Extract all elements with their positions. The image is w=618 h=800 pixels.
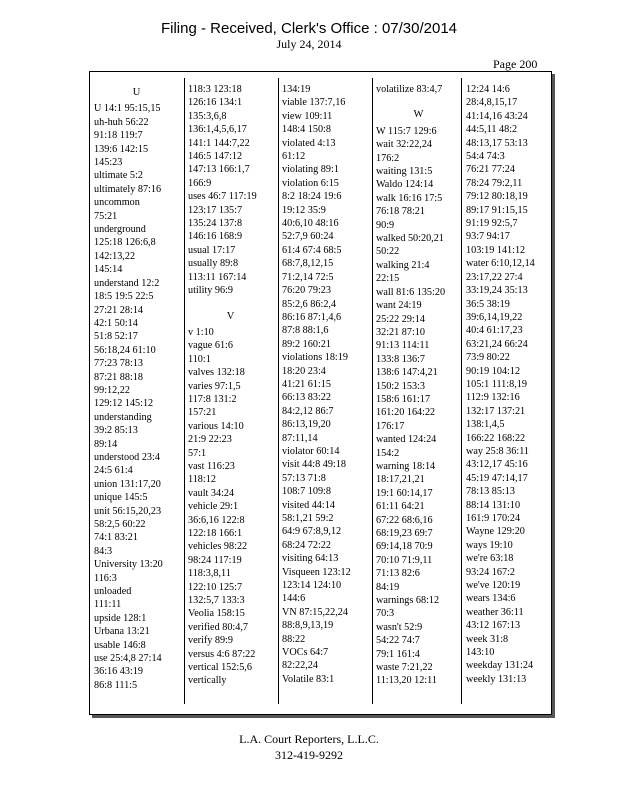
index-entry: 144:6 — [282, 593, 306, 605]
index-entry: viable 137:7,16 — [282, 97, 346, 109]
index-entry: 39:6,14,19,22 — [466, 311, 523, 323]
index-entry: 18:5 19:5 22:5 — [94, 291, 154, 303]
index-entry: verified 80:4,7 — [188, 621, 248, 633]
index-entry: University 13:20 — [94, 559, 163, 571]
index-entry: way 25:8 36:11 — [466, 445, 530, 457]
index-entry: wanted 124:24 — [376, 434, 437, 446]
index-entry: 28:4,8,15,17 — [466, 97, 518, 109]
index-entry: volatilize 83:4,7 — [376, 84, 443, 95]
index-entry: 88:14 131:10 — [466, 499, 521, 511]
index-entry: uncommon — [94, 197, 140, 209]
transcript-date: July 24, 2014 — [276, 37, 342, 51]
index-entry: 82:22,24 — [282, 660, 318, 672]
index-entry: 76:21 77:24 — [466, 164, 515, 176]
column-divider — [461, 78, 462, 704]
index-entry: 108:7 109:8 — [282, 486, 331, 498]
index-entry: 51:8 52:17 — [94, 331, 138, 343]
index-entry: 85:2,6 86:2,4 — [282, 298, 337, 310]
filing-stamp: Filing - Received, Clerk's Office : 07/30/2014 — [160, 20, 458, 37]
index-entry: 88:22 — [282, 633, 306, 645]
index-entry: 84:19 — [376, 581, 400, 593]
index-entry: 40:6,10 48:16 — [282, 218, 339, 230]
index-entry: 132:5,7 133:3 — [188, 595, 245, 607]
index-entry: violation 6:15 — [282, 177, 339, 189]
index-entry: 36:5 38:19 — [466, 298, 510, 310]
index-entry: 73:9 80:22 — [466, 352, 510, 364]
index-entry: VN 87:15,22,24 — [282, 606, 348, 618]
index-entry: 61:4 67:4 68:5 — [282, 244, 342, 256]
index-entry: versus 4:6 87:22 — [188, 648, 256, 660]
index-entry: warning 18:14 — [376, 460, 436, 472]
index-entry: 39:2 85:13 — [94, 425, 138, 437]
column-divider — [184, 78, 185, 704]
index-entry: 24:5 61:4 — [94, 465, 133, 477]
index-entry: 141:1 144:7,22 — [188, 137, 250, 149]
index-entry: Volatile 83:1 — [282, 673, 335, 685]
index-column-5 — [466, 83, 551, 686]
index-entry: vast 116:23 — [188, 460, 235, 472]
index-entry: 75:21 — [94, 210, 118, 222]
index-entry: upside 128:1 — [94, 612, 147, 624]
index-entry: 84:3 — [94, 545, 113, 557]
index-entry: 8:2 18:24 19:6 — [282, 191, 342, 203]
section-letter: U — [132, 87, 141, 98]
index-entry: 79:12 80:18,19 — [466, 191, 528, 203]
index-entry: usable 146:8 — [94, 639, 146, 651]
index-entry: 139:6 142:15 — [94, 143, 149, 155]
index-entry: 132:17 137:21 — [466, 405, 526, 417]
index-entry: weekday 131:24 — [466, 660, 534, 672]
index-entry: wall 81:6 135:20 — [376, 286, 446, 298]
index-entry: 57:13 71:8 — [282, 472, 326, 484]
index-entry: valves 132:18 — [188, 367, 245, 379]
index-entry: weekly 131:13 — [466, 673, 527, 685]
index-entry: warnings 68:12 — [376, 595, 440, 607]
index-entry: 57:1 — [188, 447, 207, 459]
index-entry: Visqueen 123:12 — [282, 566, 351, 578]
index-entry: 87:11,14 — [282, 432, 318, 444]
index-entry: vault 34:24 — [188, 487, 235, 499]
index-entry: 40:4 61:17,23 — [466, 325, 523, 337]
index-entry: 118:3,8,11 — [188, 568, 231, 580]
index-entry: 43:12,17 45:16 — [466, 459, 528, 471]
section-letter: W — [413, 109, 424, 121]
index-entry: utility 96:9 — [188, 285, 233, 297]
index-entry: violated 4:13 — [282, 137, 336, 149]
index-entry: usual 17:17 — [188, 244, 236, 256]
index-column-3 — [282, 83, 367, 686]
index-entry: 54:4 74:3 — [466, 151, 505, 163]
index-entry: 89:14 — [94, 438, 118, 450]
index-entry: 52:7,9 60:24 — [282, 231, 334, 243]
index-entry: 133:8 136:7 — [376, 353, 425, 365]
index-entry: 90:9 — [376, 219, 395, 231]
index-entry: 70:10 71:9,11 — [376, 554, 433, 566]
index-entry: 79:1 161:4 — [376, 648, 420, 660]
index-entry: 61:12 — [282, 151, 306, 163]
index-entry: uh-huh 56:22 — [94, 116, 149, 128]
index-entry: 146:5 147:12 — [188, 151, 243, 163]
index-entry: violations 18:19 — [282, 352, 348, 364]
index-entry: 71:2,14 72:5 — [282, 271, 334, 283]
index-entry: we've 120:19 — [466, 580, 521, 592]
index-entry: 68:24 72:22 — [282, 539, 331, 551]
index-entry: 48:13,17 53:13 — [466, 137, 528, 149]
index-entry: 70:3 — [376, 608, 395, 620]
index-entry: 84:2,12 86:7 — [282, 405, 334, 417]
index-entry: 122:10 125:7 — [188, 581, 243, 593]
index-entry: 50:22 — [376, 246, 400, 258]
index-entry: 56:18,24 61:10 — [94, 344, 156, 356]
index-entry: varies 97:1,5 — [188, 380, 241, 392]
index-entry: 67:22 68:6,16 — [376, 514, 433, 526]
index-box — [89, 71, 552, 715]
index-entry: 166:22 168:22 — [466, 432, 526, 444]
index-entry: 145:23 — [94, 157, 123, 169]
index-entry: Veolia 158:15 — [188, 608, 245, 620]
index-entry: 45:19 47:14,17 — [466, 472, 528, 484]
index-entry: 99:12,22 — [94, 384, 130, 396]
index-entry: use 25:4,8 27:14 — [94, 653, 162, 665]
index-entry: understanding — [94, 411, 152, 423]
index-entry: 42:1 50:14 — [94, 317, 138, 329]
index-entry: verify 89:9 — [188, 635, 233, 647]
index-entry: violating 89:1 — [282, 164, 339, 176]
index-entry: 74:1 83:21 — [94, 532, 138, 544]
index-entry: 134:19 — [282, 84, 311, 95]
index-entry: 98:24 117:19 — [188, 554, 242, 566]
index-entry: water 6:10,12,14 — [466, 258, 535, 270]
index-entry: 86:8 111:5 — [94, 679, 138, 691]
index-entry: visiting 64:13 — [282, 553, 339, 565]
index-entry: 147:13 166:1,7 — [188, 164, 250, 176]
index-entry: ultimately 87:16 — [94, 183, 162, 195]
index-entry: 113:11 167:14 — [188, 271, 247, 283]
index-entry: 157:21 — [188, 407, 217, 419]
index-entry: Wayne 129:20 — [466, 526, 525, 538]
column-divider — [278, 78, 279, 704]
reporter-company: L.A. Court Reporters, L.L.C. — [239, 732, 379, 746]
index-entry: 142:13,22 — [94, 250, 136, 262]
index-entry: 145:14 — [94, 264, 123, 276]
index-entry: 87:8 88:1,6 — [282, 325, 329, 337]
index-entry: 90:19 104:12 — [466, 365, 521, 377]
index-entry: waste 7:21,22 — [376, 662, 433, 674]
index-entry: 123:14 124:10 — [282, 580, 342, 592]
index-entry: 36:6,16 122:8 — [188, 514, 245, 526]
index-entry: weather 36:11 — [466, 606, 524, 618]
index-entry: 150:2 153:3 — [376, 380, 425, 392]
index-entry: 25:22 29:14 — [376, 313, 425, 325]
index-entry: 77:23 78:13 — [94, 358, 143, 370]
index-entry: 23:17,22 27:4 — [466, 271, 523, 283]
index-entry: 161:20 164:22 — [376, 407, 436, 419]
index-entry: walk 16:16 17:5 — [376, 192, 443, 204]
index-entry: 93:7 94:17 — [466, 231, 510, 243]
index-entry: Urbana 13:21 — [94, 626, 150, 638]
reporter-phone: 312-419-9292 — [275, 748, 343, 762]
index-entry: 154:2 — [376, 447, 400, 459]
index-entry: want 24:19 — [376, 300, 422, 312]
index-entry: 61:11 64:21 — [376, 501, 425, 513]
index-entry: 33:19,24 35:13 — [466, 285, 528, 297]
index-entry: 176:17 — [376, 420, 405, 432]
index-entry: 129:12 145:12 — [94, 398, 154, 410]
index-entry: usually 89:8 — [188, 258, 239, 270]
index-entry: 66:13 83:22 — [282, 392, 331, 404]
index-entry: 21:9 22:23 — [188, 434, 232, 446]
index-entry: unique 145:5 — [94, 492, 148, 504]
index-entry: 112:9 132:16 — [466, 392, 520, 404]
index-entry: 148:4 150:8 — [282, 124, 331, 136]
index-column-4 — [376, 83, 461, 688]
index-entry: 138:6 147:4,21 — [376, 367, 438, 379]
index-entry: 118:12 — [188, 474, 216, 486]
index-entry: vertical 152:5,6 — [188, 662, 252, 674]
index-entry: ultimate 5:2 — [94, 170, 143, 182]
index-entry: 103:19 141:12 — [466, 244, 526, 256]
index-entry: 19:12 35:9 — [282, 204, 326, 216]
index-entry: 12:24 14:6 — [466, 84, 510, 95]
index-entry: 135:3,6,8 — [188, 110, 227, 122]
section-gap — [376, 96, 461, 105]
index-entry: 118:3 123:18 — [188, 84, 242, 95]
index-entry: 64:9 67:8,9,12 — [282, 526, 342, 538]
index-entry: 91:19 92:5,7 — [466, 218, 518, 230]
index-entry: 78:13 85:13 — [466, 486, 515, 498]
section-letter: V — [226, 310, 235, 322]
index-entry: 146:16 168:9 — [188, 231, 243, 243]
index-entry: 71:13 82:6 — [376, 568, 420, 580]
index-entry: 116:3 — [94, 572, 117, 584]
index-entry: wasn't 52:9 — [376, 621, 423, 633]
index-entry: 22:15 — [376, 273, 400, 285]
index-entry: 27:21 28:14 — [94, 304, 143, 316]
index-entry: 89:17 91:15,15 — [466, 204, 528, 216]
index-entry: 126:16 134:1 — [188, 97, 243, 109]
index-entry: wears 134:6 — [466, 593, 516, 605]
index-entry: 36:16 43:19 — [94, 666, 143, 678]
index-entry: 138:1,4,5 — [466, 419, 505, 431]
index-entry: understood 23:4 — [94, 451, 160, 463]
index-entry: week 31:8 — [466, 633, 509, 645]
section-gap — [188, 298, 273, 307]
index-entry: v 1:10 — [188, 326, 214, 338]
index-entry: 18:20 23:4 — [282, 365, 326, 377]
index-entry: 161:9 170:24 — [466, 513, 521, 524]
page-number: Page 200 — [493, 57, 538, 71]
index-entry: 41:14,16 43:24 — [466, 110, 528, 122]
index-entry: vehicles 98:22 — [188, 541, 248, 553]
index-entry: walking 21:4 — [376, 259, 430, 271]
index-entry: 110:1 — [188, 353, 211, 365]
index-entry: uses 46:7 117:19 — [188, 191, 257, 203]
index-entry: 11:13,20 12:11 — [376, 675, 437, 687]
index-entry: wait 32:22,24 — [376, 139, 433, 151]
index-entry: 69:14,18 70:9 — [376, 541, 433, 553]
index-entry: waiting 131:5 — [376, 166, 433, 178]
index-entry: Waldo 124:14 — [376, 179, 434, 191]
index-entry: 58:2,5 60:22 — [94, 519, 146, 530]
index-entry: 135:24 137:8 — [188, 218, 243, 230]
index-entry: we're 63:18 — [466, 553, 514, 565]
index-entry: 54:22 74:7 — [376, 635, 420, 647]
index-entry: 117:8 131:2 — [188, 393, 237, 405]
index-entry: 176:2 — [376, 152, 400, 164]
index-entry: ways 19:10 — [466, 539, 513, 551]
index-column-1 — [94, 83, 179, 692]
index-entry: U 14:1 95:15,15 — [94, 103, 161, 115]
index-entry: 125:18 126:6,8 — [94, 237, 156, 249]
index-entry: 44:5,11 48:2 — [466, 124, 518, 136]
index-entry: vehicle 29:1 — [188, 501, 239, 513]
index-entry: violator 60:14 — [282, 445, 340, 457]
index-entry: 58:1,21 59:2 — [282, 513, 334, 524]
index-entry: unloaded — [94, 586, 132, 598]
index-entry: view 109:11 — [282, 110, 333, 122]
index-entry: 19:1 60:14,17 — [376, 487, 433, 499]
index-entry: 18:17,21,21 — [376, 474, 425, 486]
index-entry: 123:17 135:7 — [188, 204, 243, 216]
index-entry: 41:21 61:15 — [282, 378, 331, 390]
index-entry: various 14:10 — [188, 420, 244, 432]
index-entry: understand 12:2 — [94, 277, 160, 289]
index-entry: union 131:17,20 — [94, 478, 161, 490]
index-entry: 68:7,8,12,15 — [282, 258, 334, 270]
index-entry: 78:24 79:2,11 — [466, 177, 523, 189]
index-entry: 32:21 87:10 — [376, 326, 425, 338]
index-entry: unit 56:15,20,23 — [94, 505, 162, 517]
index-entry: 136:1,4,5,6,17 — [188, 124, 247, 136]
index-column-2 — [188, 83, 273, 688]
index-entry: 76:20 79:23 — [282, 285, 331, 297]
index-entry: W 115:7 129:6 — [376, 125, 437, 137]
index-entry: vertically — [188, 675, 227, 687]
index-entry: 91:18 119:7 — [94, 130, 143, 142]
index-entry: 158:6 161:17 — [376, 393, 431, 405]
index-entry: 91:13 114:11 — [376, 340, 430, 352]
index-entry: 43:12 167:13 — [466, 620, 521, 632]
index-entry: 68:19,23 69:7 — [376, 528, 433, 539]
index-entry: 87:21 88:18 — [94, 371, 143, 383]
index-entry: visited 44:14 — [282, 499, 335, 511]
index-entry: 76:18 78:21 — [376, 206, 425, 218]
index-entry: 63:21,24 66:24 — [466, 338, 528, 350]
index-entry: 88:8,9,13,19 — [282, 620, 334, 632]
index-entry: vague 61:6 — [188, 340, 233, 352]
index-entry: 93:24 167:2 — [466, 566, 515, 578]
index-entry: underground — [94, 224, 146, 236]
index-entry: walked 50:20,21 — [376, 233, 444, 245]
index-entry: 86:13,19,20 — [282, 419, 331, 431]
index-entry: VOCs 64:7 — [282, 647, 329, 659]
index-entry: 111:11 — [94, 599, 122, 611]
column-divider — [372, 78, 373, 704]
index-entry: 86:16 87:1,4,6 — [282, 311, 342, 323]
index-entry: 89:2 160:21 — [282, 338, 331, 350]
index-entry: 143:10 — [466, 647, 495, 659]
index-entry: 105:1 111:8,19 — [466, 378, 527, 390]
index-entry: 166:9 — [188, 177, 212, 189]
index-entry: visit 44:8 49:18 — [282, 459, 346, 471]
index-entry: 122:18 166:1 — [188, 528, 243, 539]
